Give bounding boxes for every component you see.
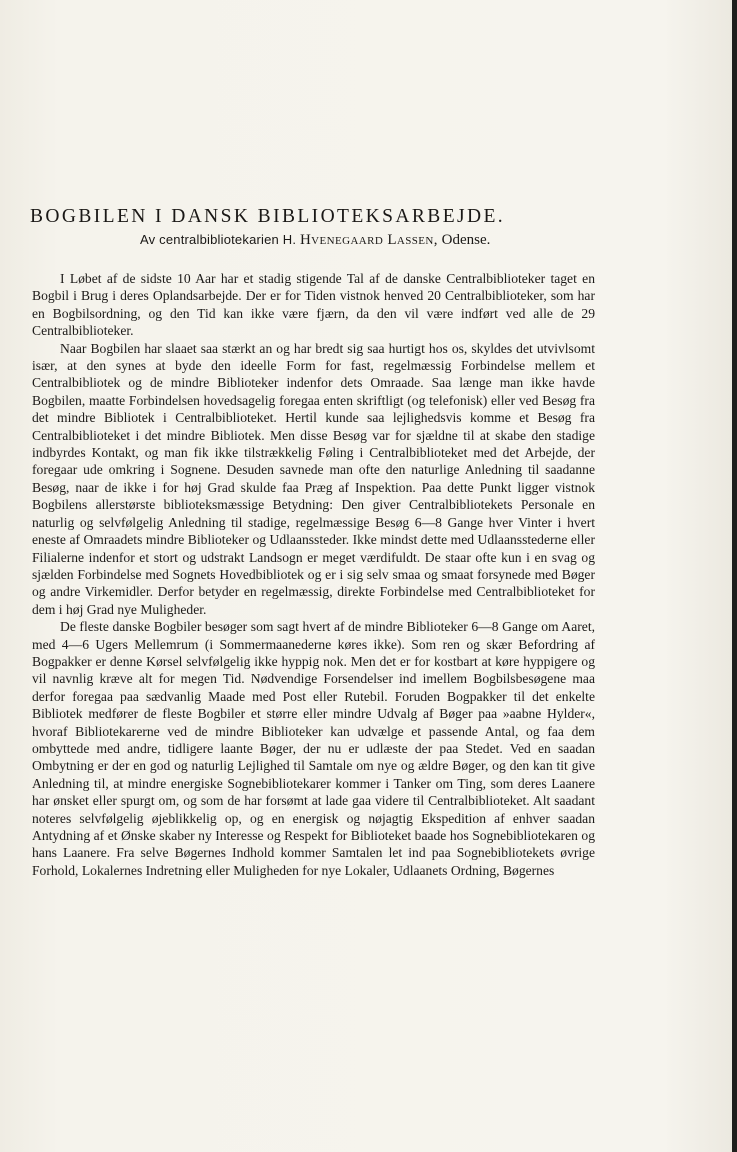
byline-place: Odense. (441, 232, 491, 248)
byline-prefix: Av centralbibliotekarien H. (140, 232, 297, 247)
scan-edge-shadow (732, 0, 737, 1152)
paragraph-2: Naar Bogbilen har slaaet saa stærkt an og har bredt sig saa hurtigt hos os, skyldes det utvivlsomt især, at den synes at byde den ideelle Form for fast, regelmæssig Forbindelse mellem et Centralbibliotek og de mindre Biblioteker indenfor dets Omraade. Saa længe man ikke havde Bogbilen, maatte Forbindelsen hovedsagelig foregaa enten skriftligt (og telefonisk) eller ved Besøg fra det mindre Bibliotek i Centralbiblioteket. Hertil kunde saa lejlighedsvis komme et Besøg fra Centralbiblioteket i det mindre Bibliotek. Men disse Besøg var for sjældne til at skabe den stadige indbyrdes Kontakt, og man fik ikke tilstrækkelig Føling i Centralbiblioteket med det Arbejde, der foregaar ude omkring i Sognene. Desuden savnede man ofte den naturlige Anledning til saadanne Besøg, naar de ikke i for høj Grad skulde faa Præg af Inspektion. Paa dette Punkt ligger vistnok Bogbilens allerstørste biblioteksmæssige Betydning: Den giver Centralbibliotekets Personale en naturlig og selvfølgelig Anledning til stadige, regelmæssige Besøg 6—8 Gange hver Vinter i hvert eneste af Omraadets mindre Biblioteker og Udlaanssteder. Ikke mindst dette med Udlaansstederne eller Filialerne indenfor et stort og udstrakt Landsogn er meget værdifuldt. De staar ofte kun i en svag og sjælden Forbindelse med Sognets Hovedbibliotek og er i sig selv smaa og smaat forsynede med Bøger og andre Virkemidler. Derfor betyder en regelmæssig, direkte Forbindelse med Centralbiblioteket for dem i høj Grad nye Muligheder. (32, 340, 595, 617)
article-title: BOGBILEN I DANSK BIBLIOTEKSARBEJDE. (30, 206, 506, 227)
article-body (32, 270, 595, 879)
paragraph-3: De fleste danske Bogbiler besøger som sagt hvert af de mindre Biblioteker 6—8 Gange om Aaret, med 4—6 Ugers Mellemrum (i Sommermaanederne køres ikke). Som ren og skær Befordring af Bogpakker er denne Kørsel selvfølgelig ikke hyppig nok. Men det er for kostbart at køre hyppigere og vil navnlig kræve alt for megen Tid. Nødvendige Forsendelser ind imellem Bogbilsbesøgene maa derfor foregaa paa sædvanlig Maade med Post eller Rutebil. Foruden Bogpakker til det enkelte Bibliotek medfører de fleste Bogbiler et større eller mindre Udvalg af Bøger paa »aabne Hylder«, hvoraf Bibliotekarerne ved de mindre Biblioteker kan udvælge et passende Antal, og faa dem ombyttede med andre, tidligere laante Bøger, der nu er udlæste der paa Stedet. Ved en saadan Ombytning er der en god og naturlig Lejlighed til Samtale om nye og ældre Bøger, og den kan tit give Anledning til, at mindre energiske Sognebibliotekarer kommer i Tanker om Ting, som deres Laanere har ønsket eller spurgt om, og som de har forsømt at lade gaa videre til Centralbiblioteket. Alt saadant noteres selvfølgelig øjeblikkelig op, og en energisk og nøjagtig Ekspedition af enhver saadan Antydning af et Ønske skaber ny Interesse og Respekt for Biblioteket baade hos Sognebibliotekaren og hans Laanere. Fra selve Bøgernes Indhold kommer Samtalen let ind paa Sognebibliotekets øvrige Forhold, Lokalernes Indretning eller Muligheden for nye Lokaler, Udlaanets Ordning, Bøgernes (32, 619, 595, 878)
paragraph-1: I Løbet af de sidste 10 Aar har et stadig stigende Tal af de danske Centralbiblioteker taget en Bogbil i Brug i deres Oplandsarbejde. Der er for Tiden vistnok henved 20 Centralbiblioteker, som har en Bogbilsordning, og den Tid kan ikke være fjærn, da den vil være indført ved alle de 29 Centralbiblioteker. (32, 271, 595, 339)
byline-author: Hvenegaard Lassen, (299, 232, 438, 248)
article-byline (140, 232, 490, 249)
